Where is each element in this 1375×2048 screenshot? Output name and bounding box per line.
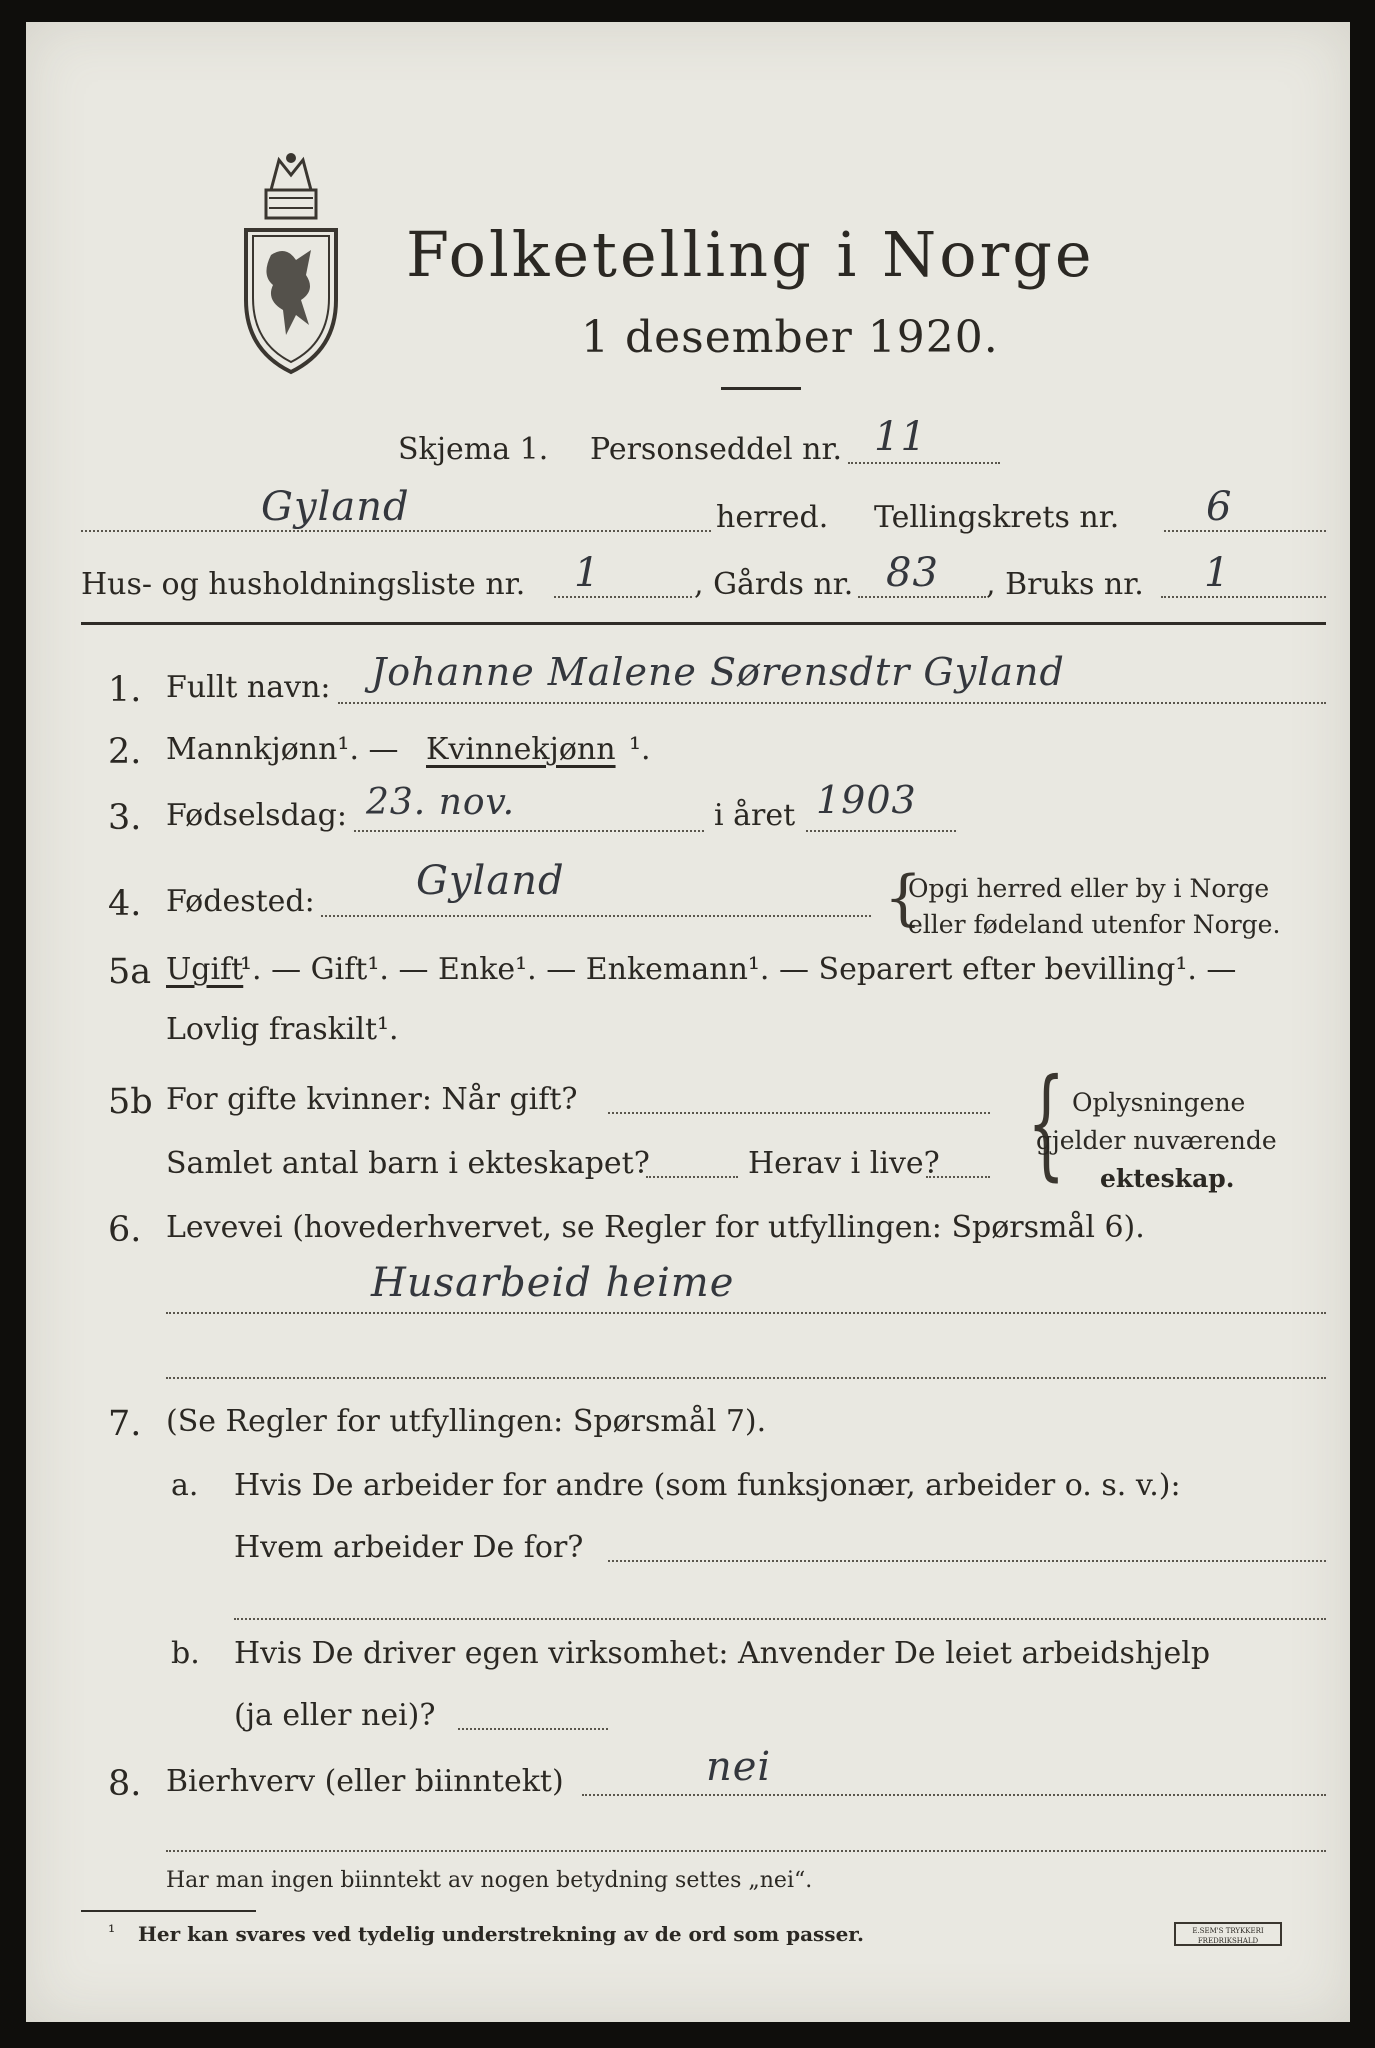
q3-number: 3. — [108, 798, 142, 838]
personseddel-value: 11 — [874, 414, 927, 460]
q5b-number: 5b — [108, 1082, 153, 1122]
q8-field-line — [582, 1794, 1326, 1796]
q2-female-option: Kvinnekjønn — [426, 732, 616, 767]
q6-field-line-1 — [166, 1312, 1326, 1314]
q4-note-line2: eller fødeland utenfor Norge. — [908, 910, 1281, 939]
footnote-text: Her kan svares ved tydelig understrekning av de ord som passer. — [138, 1922, 864, 1946]
q1-label: Fullt navn: — [166, 670, 331, 705]
q7-number: 7. — [108, 1404, 142, 1444]
q3-field-line — [354, 830, 704, 832]
bruks-value: 1 — [1204, 550, 1231, 596]
q7a-field-line-1 — [608, 1560, 1326, 1562]
q5a-line2: Lovlig fraskilt¹. — [166, 1012, 399, 1047]
q7b-letter: b. — [171, 1636, 200, 1671]
q8-field-line-2 — [166, 1850, 1326, 1852]
q5b-note-line1: Oplysningene — [1072, 1088, 1246, 1117]
q4-note-line1: Opgi herred eller by i Norge — [908, 874, 1270, 903]
form-date: 1 desember 1920. — [581, 312, 999, 363]
q6-number: 6. — [108, 1210, 142, 1250]
q7a-line2: Hvem arbeider De for? — [234, 1530, 584, 1565]
header-rule — [81, 622, 1326, 625]
herred-label: herred. — [716, 500, 829, 535]
footnote-rule — [81, 1910, 256, 1912]
q5a-number: 5a — [108, 952, 152, 992]
q6-value: Husarbeid heime — [371, 1260, 735, 1306]
q8-label: Bierhverv (eller biinntekt) — [166, 1764, 564, 1799]
q5b-note-line2: gjelder nuværende — [1036, 1126, 1277, 1155]
gards-field-line — [858, 596, 986, 598]
q8-value: nei — [706, 1744, 772, 1790]
title-divider — [721, 387, 801, 390]
q7a-line1: Hvis De arbeider for andre (som funksjonær, arbeider o. s. v.): — [234, 1468, 1181, 1503]
q4-field-line — [321, 915, 871, 917]
q7a-field-line-2 — [234, 1618, 1326, 1620]
q5a-ugift-option: Ugift — [166, 952, 244, 987]
q5b-line1: For gifte kvinner: Når gift? — [166, 1082, 578, 1117]
q2-female-suffix: ¹. — [629, 732, 651, 767]
gards-value: 83 — [886, 550, 939, 596]
q4-number: 4. — [108, 884, 142, 924]
q1-number: 1. — [108, 670, 142, 710]
q7b-line1: Hvis De driver egen virksomhet: Anvender De leiet arbeidshjelp — [234, 1636, 1211, 1671]
q5b-line2b: Herav i live? — [748, 1146, 940, 1181]
footnote-mark: ¹ — [108, 1922, 116, 1943]
hus-label: Hus- og husholdningsliste nr. — [81, 567, 526, 602]
q6-field-line-2 — [166, 1377, 1326, 1379]
q1-field-line — [338, 702, 1326, 704]
q5b-alive-field-line — [926, 1176, 990, 1178]
herred-field-line — [81, 530, 711, 532]
hus-field-line — [554, 596, 692, 598]
census-form-sheet — [26, 22, 1350, 2022]
printer-stamp-text: E.SEM'S TRYKKERI FREDRIKSHALD — [1192, 1927, 1264, 1945]
tellingskrets-value: 6 — [1206, 484, 1233, 530]
q1-value: Johanne Malene Sørensdtr Gyland — [371, 650, 1065, 694]
tellingskrets-field-line — [1164, 530, 1326, 532]
form-title: Folketelling i Norge — [406, 218, 1095, 291]
bruks-label: , Bruks nr. — [986, 567, 1144, 602]
hus-value: 1 — [574, 550, 601, 596]
q4-brace: { — [884, 863, 923, 933]
skjema-label: Skjema 1. — [398, 432, 549, 467]
q5b-married-field-line — [608, 1112, 990, 1114]
q7-label: (Se Regler for utfyllingen: Spørsmål 7). — [166, 1404, 767, 1439]
printer-stamp — [1174, 1922, 1282, 1946]
q2-number: 2. — [108, 732, 142, 772]
q5a-options: ¹. — Gift¹. — Enke¹. — Enkemann¹. — Separert efter bevilling¹. — — [240, 952, 1237, 987]
bruks-field-line — [1161, 596, 1326, 598]
q4-label: Fødested: — [166, 884, 315, 919]
q8-note: Har man ingen biinntekt av nogen betydning settes „nei“. — [166, 1868, 813, 1893]
personseddel-label: Personseddel nr. — [590, 432, 843, 467]
herred-value: Gyland — [261, 484, 410, 530]
q7a-letter: a. — [171, 1468, 199, 1503]
q5b-line2: Samlet antal barn i ekteskapet? — [166, 1146, 650, 1181]
q5b-note-line3: ekteskap. — [1100, 1164, 1235, 1193]
tellingskrets-label: Tellingskrets nr. — [874, 500, 1120, 535]
q3-year-field-line — [806, 830, 956, 832]
personseddel-field-line — [848, 462, 1000, 464]
q5b-children-field-line — [646, 1176, 738, 1178]
q3-value: 23. nov. — [366, 782, 516, 823]
gards-label: , Gårds nr. — [694, 567, 854, 602]
q3-label: Fødselsdag: — [166, 798, 347, 833]
q6-label: Levevei (hovederhvervet, se Regler for utfyllingen: Spørsmål 6). — [166, 1210, 1145, 1245]
q7b-field-line — [458, 1728, 608, 1730]
q4-value: Gyland — [416, 858, 565, 904]
q7b-line2: (ja eller nei)? — [234, 1698, 436, 1733]
q3-year-label: i året — [714, 798, 796, 833]
q2-male-option: Mannkjønn¹. — — [166, 732, 399, 767]
q3-year-value: 1903 — [816, 778, 917, 822]
q8-number: 8. — [108, 1764, 142, 1804]
norwegian-coat-of-arms-icon — [241, 150, 341, 375]
q5b-brace: { — [1027, 1054, 1066, 1193]
